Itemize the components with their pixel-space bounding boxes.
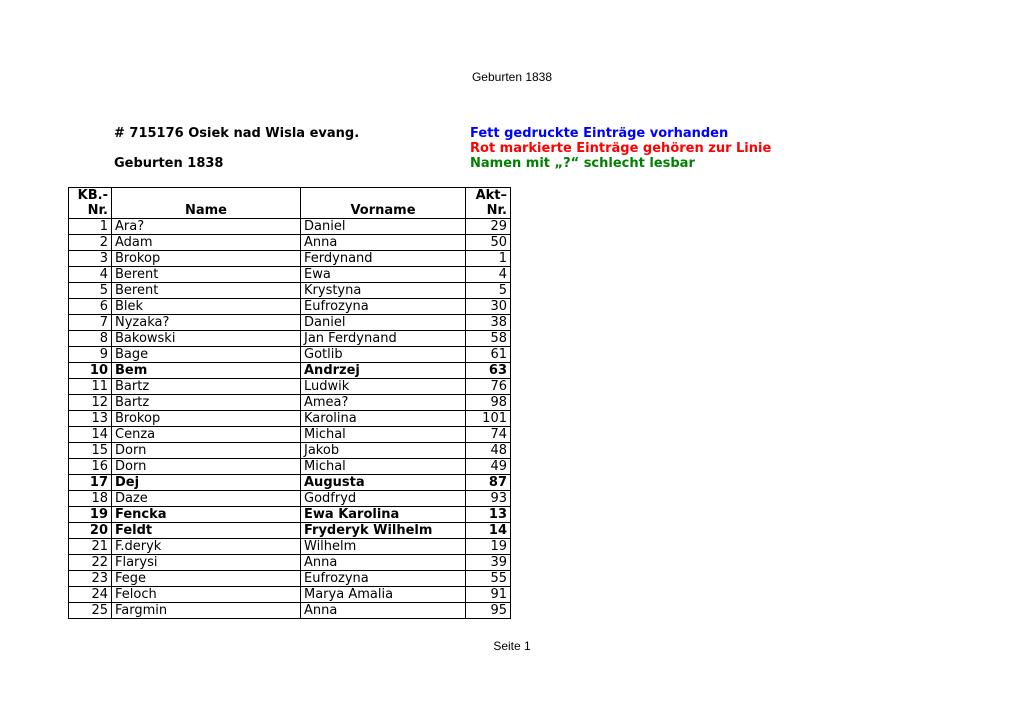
cell-vorname: Godfryd bbox=[301, 491, 466, 507]
cell-kb-nr: 16 bbox=[69, 459, 112, 475]
cell-vorname: Jan Ferdynand bbox=[301, 331, 466, 347]
table-row bbox=[69, 459, 511, 475]
cell-akt-nr: 61 bbox=[466, 347, 511, 363]
cell-name: Ara? bbox=[112, 219, 301, 235]
table-row bbox=[69, 331, 511, 347]
cell-vorname: Amea? bbox=[301, 395, 466, 411]
cell-akt-nr: 5 bbox=[466, 283, 511, 299]
cell-vorname: Wilhelm bbox=[301, 539, 466, 555]
cell-vorname: Augusta bbox=[301, 475, 466, 491]
cell-kb-nr: 6 bbox=[69, 299, 112, 315]
cell-kb-nr: 1 bbox=[69, 219, 112, 235]
cell-vorname: Krystyna bbox=[301, 283, 466, 299]
table-row bbox=[69, 411, 511, 427]
cell-vorname: Michal bbox=[301, 427, 466, 443]
table-row bbox=[69, 235, 511, 251]
cell-akt-nr: 38 bbox=[466, 315, 511, 331]
table-row bbox=[69, 283, 511, 299]
legend-bold-entries: Fett gedruckte Einträge vorhanden bbox=[470, 126, 729, 141]
header-akt-nr-line2: Nr. bbox=[486, 203, 507, 218]
cell-name: Dorn bbox=[112, 443, 301, 459]
cell-akt-nr: 1 bbox=[466, 251, 511, 267]
cell-kb-nr: 13 bbox=[69, 411, 112, 427]
table-row bbox=[69, 427, 511, 443]
cell-vorname: Ewa Karolina bbox=[301, 507, 466, 523]
table-row bbox=[69, 379, 511, 395]
cell-akt-nr: 98 bbox=[466, 395, 511, 411]
table-row bbox=[69, 395, 511, 411]
table-row bbox=[69, 587, 511, 603]
table-row bbox=[69, 523, 511, 539]
cell-kb-nr: 24 bbox=[69, 587, 112, 603]
table-row bbox=[69, 443, 511, 459]
cell-kb-nr: 14 bbox=[69, 427, 112, 443]
cell-kb-nr: 22 bbox=[69, 555, 112, 571]
table-row bbox=[69, 363, 511, 379]
cell-akt-nr: 95 bbox=[466, 603, 511, 619]
cell-akt-nr: 4 bbox=[466, 267, 511, 283]
cell-vorname: Eufrozyna bbox=[301, 571, 466, 587]
cell-kb-nr: 12 bbox=[69, 395, 112, 411]
cell-kb-nr: 3 bbox=[69, 251, 112, 267]
table-row bbox=[69, 475, 511, 491]
table-row bbox=[69, 491, 511, 507]
cell-kb-nr: 15 bbox=[69, 443, 112, 459]
cell-name: Nyzaka? bbox=[112, 315, 301, 331]
cell-name: F.deryk bbox=[112, 539, 301, 555]
column-header-vorname: Vorname bbox=[301, 188, 466, 219]
header-akt-nr-line1: Akt– bbox=[475, 188, 507, 203]
cell-kb-nr: 19 bbox=[69, 507, 112, 523]
cell-vorname: Ewa bbox=[301, 267, 466, 283]
cell-name: Brokop bbox=[112, 411, 301, 427]
cell-akt-nr: 50 bbox=[466, 235, 511, 251]
cell-akt-nr: 49 bbox=[466, 459, 511, 475]
table-header-row bbox=[69, 188, 511, 219]
table-row bbox=[69, 507, 511, 523]
cell-vorname: Fryderyk Wilhelm bbox=[301, 523, 466, 539]
cell-akt-nr: 19 bbox=[466, 539, 511, 555]
cell-vorname: Michal bbox=[301, 459, 466, 475]
table-row bbox=[69, 603, 511, 619]
header-kb-nr-line1: KB.- bbox=[77, 188, 108, 203]
cell-kb-nr: 5 bbox=[69, 283, 112, 299]
cell-name: Bem bbox=[112, 363, 301, 379]
cell-vorname: Daniel bbox=[301, 315, 466, 331]
table-row bbox=[69, 299, 511, 315]
table-row bbox=[69, 267, 511, 283]
cell-akt-nr: 101 bbox=[466, 411, 511, 427]
cell-name: Berent bbox=[112, 283, 301, 299]
cell-akt-nr: 48 bbox=[466, 443, 511, 459]
cell-kb-nr: 18 bbox=[69, 491, 112, 507]
table-row bbox=[69, 571, 511, 587]
cell-name: Feldt bbox=[112, 523, 301, 539]
cell-name: Bage bbox=[112, 347, 301, 363]
cell-name: Bartz bbox=[112, 395, 301, 411]
cell-vorname: Eufrozyna bbox=[301, 299, 466, 315]
page-header-title: Geburten 1838 bbox=[471, 70, 553, 84]
cell-kb-nr: 10 bbox=[69, 363, 112, 379]
cell-name: Cenza bbox=[112, 427, 301, 443]
header-kb-nr-line2: Nr. bbox=[87, 203, 108, 218]
cell-kb-nr: 8 bbox=[69, 331, 112, 347]
cell-name: Blek bbox=[112, 299, 301, 315]
cell-name: Fencka bbox=[112, 507, 301, 523]
document-title: # 715176 Osiek nad Wisla evang. bbox=[114, 126, 360, 141]
cell-kb-nr: 21 bbox=[69, 539, 112, 555]
cell-kb-nr: 9 bbox=[69, 347, 112, 363]
cell-name: Flarysi bbox=[112, 555, 301, 571]
column-header-kb-nr bbox=[69, 188, 112, 219]
cell-akt-nr: 13 bbox=[466, 507, 511, 523]
cell-name: Bartz bbox=[112, 379, 301, 395]
table-row bbox=[69, 347, 511, 363]
cell-akt-nr: 29 bbox=[466, 219, 511, 235]
cell-vorname: Ferdynand bbox=[301, 251, 466, 267]
cell-name: Bakowski bbox=[112, 331, 301, 347]
cell-akt-nr: 55 bbox=[466, 571, 511, 587]
table-row bbox=[69, 555, 511, 571]
cell-vorname: Jakob bbox=[301, 443, 466, 459]
cell-akt-nr: 74 bbox=[466, 427, 511, 443]
cell-akt-nr: 30 bbox=[466, 299, 511, 315]
cell-name: Fege bbox=[112, 571, 301, 587]
cell-kb-nr: 2 bbox=[69, 235, 112, 251]
birth-register-table bbox=[68, 187, 511, 619]
cell-akt-nr: 39 bbox=[466, 555, 511, 571]
cell-name: Feloch bbox=[112, 587, 301, 603]
cell-kb-nr: 7 bbox=[69, 315, 112, 331]
cell-kb-nr: 17 bbox=[69, 475, 112, 491]
cell-vorname: Gotlib bbox=[301, 347, 466, 363]
cell-akt-nr: 14 bbox=[466, 523, 511, 539]
cell-akt-nr: 58 bbox=[466, 331, 511, 347]
cell-kb-nr: 4 bbox=[69, 267, 112, 283]
cell-kb-nr: 11 bbox=[69, 379, 112, 395]
column-header-name: Name bbox=[112, 188, 301, 219]
cell-name: Daze bbox=[112, 491, 301, 507]
cell-vorname: Andrzej bbox=[301, 363, 466, 379]
legend-unclear-names: Namen mit „?“ schlecht lesbar bbox=[470, 156, 695, 171]
legend-red-entries: Rot markierte Einträge gehören zur Linie bbox=[470, 141, 772, 156]
cell-vorname: Anna bbox=[301, 555, 466, 571]
table-row bbox=[69, 219, 511, 235]
cell-name: Dorn bbox=[112, 459, 301, 475]
cell-akt-nr: 87 bbox=[466, 475, 511, 491]
cell-kb-nr: 25 bbox=[69, 603, 112, 619]
cell-name: Adam bbox=[112, 235, 301, 251]
cell-vorname: Anna bbox=[301, 603, 466, 619]
cell-kb-nr: 20 bbox=[69, 523, 112, 539]
cell-name: Berent bbox=[112, 267, 301, 283]
cell-akt-nr: 91 bbox=[466, 587, 511, 603]
cell-name: Brokop bbox=[112, 251, 301, 267]
cell-akt-nr: 93 bbox=[466, 491, 511, 507]
cell-akt-nr: 63 bbox=[466, 363, 511, 379]
cell-kb-nr: 23 bbox=[69, 571, 112, 587]
cell-akt-nr: 76 bbox=[466, 379, 511, 395]
column-header-akt-nr bbox=[466, 188, 511, 219]
cell-vorname: Daniel bbox=[301, 219, 466, 235]
table-row bbox=[69, 539, 511, 555]
table-row bbox=[69, 251, 511, 267]
cell-vorname: Anna bbox=[301, 235, 466, 251]
page-number: Seite 1 bbox=[493, 639, 531, 653]
table-row bbox=[69, 315, 511, 331]
document-subtitle: Geburten 1838 bbox=[114, 156, 224, 171]
cell-vorname: Marya Amalia bbox=[301, 587, 466, 603]
cell-vorname: Karolina bbox=[301, 411, 466, 427]
cell-name: Fargmin bbox=[112, 603, 301, 619]
cell-vorname: Ludwik bbox=[301, 379, 466, 395]
cell-name: Dej bbox=[112, 475, 301, 491]
